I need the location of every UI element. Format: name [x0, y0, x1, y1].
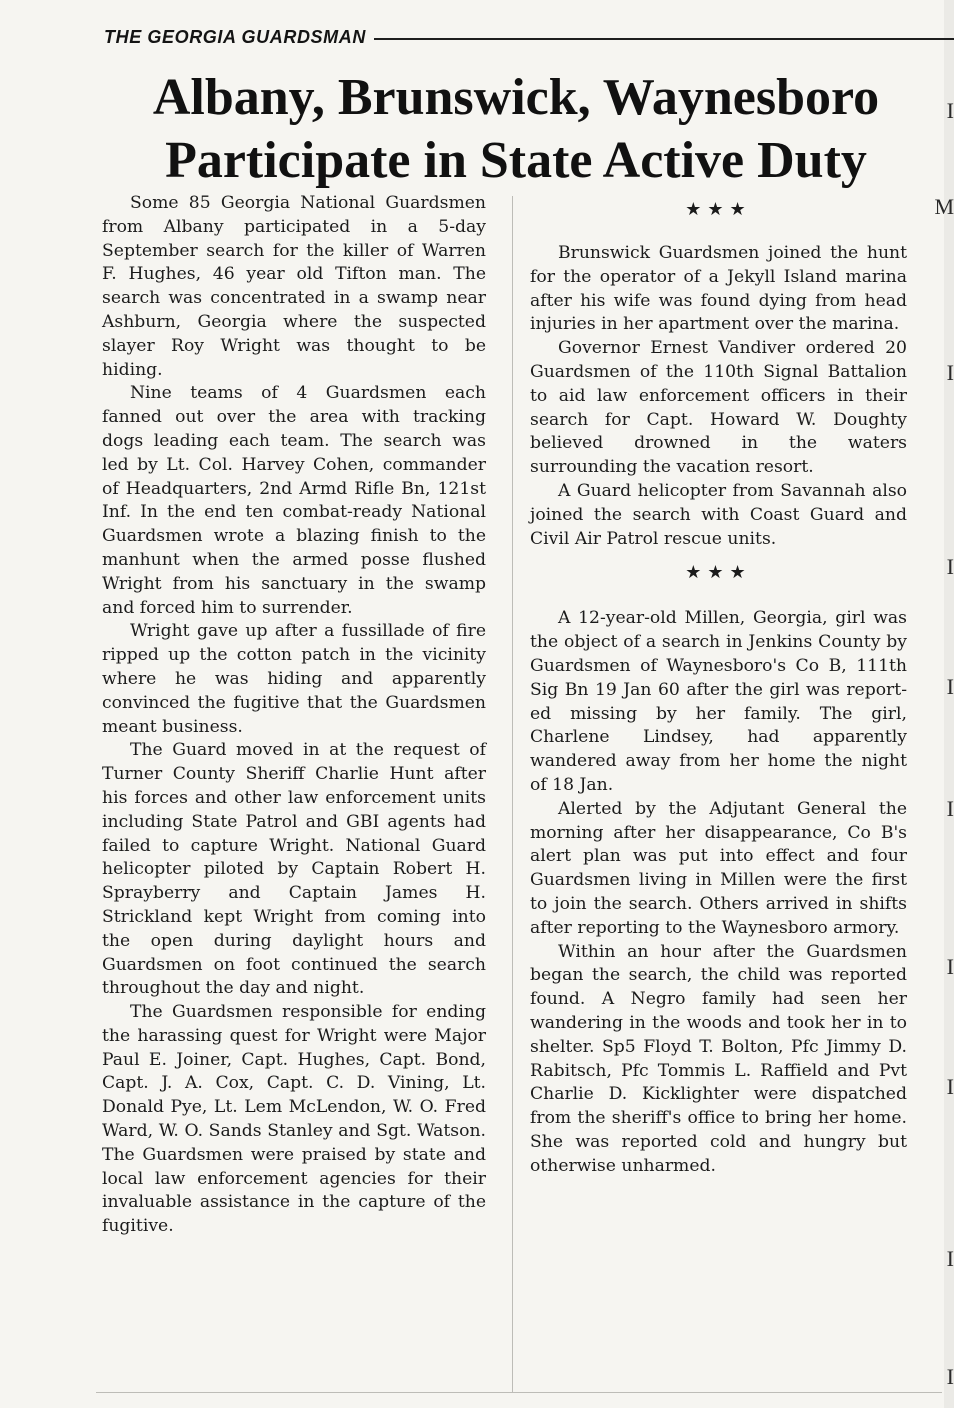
publication-name: THE GEORGIA GUARDSMAN: [104, 26, 366, 47]
paragraph: Within an hour after the Guardsmen began the search, the child was reported found. A Negro family had seen her wandering in the woods and took her in to shelter. Sp5 Floyd T. Bolton, Pfc Jimmy D. Rabitsch, Pfc Tommis L. Raffield and Pvt Charlie D. Kicklighter were dispatched from the sheriff's office to bring her home. She was reported cold and hungry but otherwise unharmed.: [530, 941, 907, 1176]
paragraph: Some 85 Georgia National Guardsmen from Albany participated in a 5-day September search for the killer of Warren F. Hughes, 46 year old Tifton man. The search was concentrated in a swamp near Ashburn, Georgia where the suspected slayer Roy Wright was thought to be hiding.: [102, 193, 486, 380]
edge-letter: I: [946, 1364, 954, 1389]
paragraph: The Guardsmen responsible for ending the harassing quest for Wright were Major Paul E. Joiner, Capt. Hughes, Capt. Bond, Capt. J. A. Cox, Capt. C. D. Vining, Lt. Donald Pye, Lt. Lem McLendon, W. O. Fred Ward, W. O. Sands Stanley and Sgt. Watson. The Guardsmen were praised by state and local law enforcement agencies for their invaluable assistance in the capture of the fugitive.: [102, 1002, 486, 1237]
headline-line-2: Participate in State Active Duty: [165, 132, 867, 189]
edge-letter: I: [946, 360, 954, 385]
edge-letter: I: [946, 954, 954, 979]
edge-letter: I: [946, 1246, 954, 1271]
masthead: [104, 24, 954, 50]
edge-letter: M: [934, 194, 954, 219]
section-separator-stars: ★★★: [685, 199, 752, 220]
paragraph: Governor Ernest Vandiver ordered 20 Guardsmen of the 110th Signal Battalion to aid law enforcement officers in their search for Capt. Howard W. Doughty believed drowned in the waters surrounding the vacation resort.: [530, 338, 907, 478]
headline-line-1: Albany, Brunswick, Waynesboro: [152, 69, 880, 126]
paragraph: Brunswick Guardsmen joined the hunt for the operator of a Jekyll Island marina after his wife was found dying from head injuries in her apartment over the marina.: [530, 243, 907, 335]
masthead-rule: [374, 38, 954, 40]
edge-letter: I: [946, 1074, 954, 1099]
paragraph: A Guard helicopter from Savannah also joined the search with Coast Guard and Civil Air Patrol rescue units.: [530, 480, 907, 549]
edge-letter: I: [946, 98, 954, 123]
article-headline: [90, 66, 942, 192]
paragraph: Alerted by the Adjutant General the morning after her disappearance, Co B's alert plan was put into effect and four Guardsmen living in Millen were the first to join the search. Others arrived in shifts after reporting to the Waynesboro armory.: [530, 798, 907, 938]
right-column: [530, 192, 907, 1178]
edge-letter: I: [946, 554, 954, 579]
section-separator-stars: ★★★: [685, 562, 752, 584]
bottom-rule: [96, 1392, 942, 1393]
paragraph: The Guard moved in at the request of Turner County Sheriff Charlie Hunt after his forces and other law enforcement units including State Patrol and GBI agents had failed to capture Wright. National Guard helicopter piloted by Captain Robert H. Sprayberry and Captain James H. Strickland kept Wright from coming into the open during daylight hours and Guardsmen on foot continued the search throughout the day and night.: [102, 740, 486, 999]
paragraph: Nine teams of 4 Guardsmen each fanned out over the area with tracking dogs leading each team. The search was led by Lt. Col. Harvey Cohen, commander of Headquarters, 2nd Armd Rifle Bn, 121st Inf. In the end ten combat-ready National Guardsmen wrote a blazing finish to the manhunt when the armed posse flushed Wright from his sanctuary in the swamp and forced him to surrender.: [102, 383, 486, 618]
paragraph: Wright gave up after a fussillade of fire ripped up the cotton patch in the vicinity where he was hiding and apparently convinced the fugitive that the Guardsmen meant business.: [102, 621, 486, 737]
adjacent-page-letters: [934, 0, 954, 1408]
column-divider: [512, 196, 513, 1392]
left-column: [102, 192, 486, 1239]
edge-letter: I: [946, 796, 954, 821]
edge-letter: I: [946, 674, 954, 699]
paragraph: A 12-year-old Millen, Georgia, girl was the object of a search in Jenkins County by Guardsmen of Waynesboro's Co B, 111th Sig Bn 19 Jan 60 after the girl was reported missing by her family. The girl, Charlene Lindsey, had apparently wandered away from her home the night of 18 Jan.: [530, 608, 907, 795]
